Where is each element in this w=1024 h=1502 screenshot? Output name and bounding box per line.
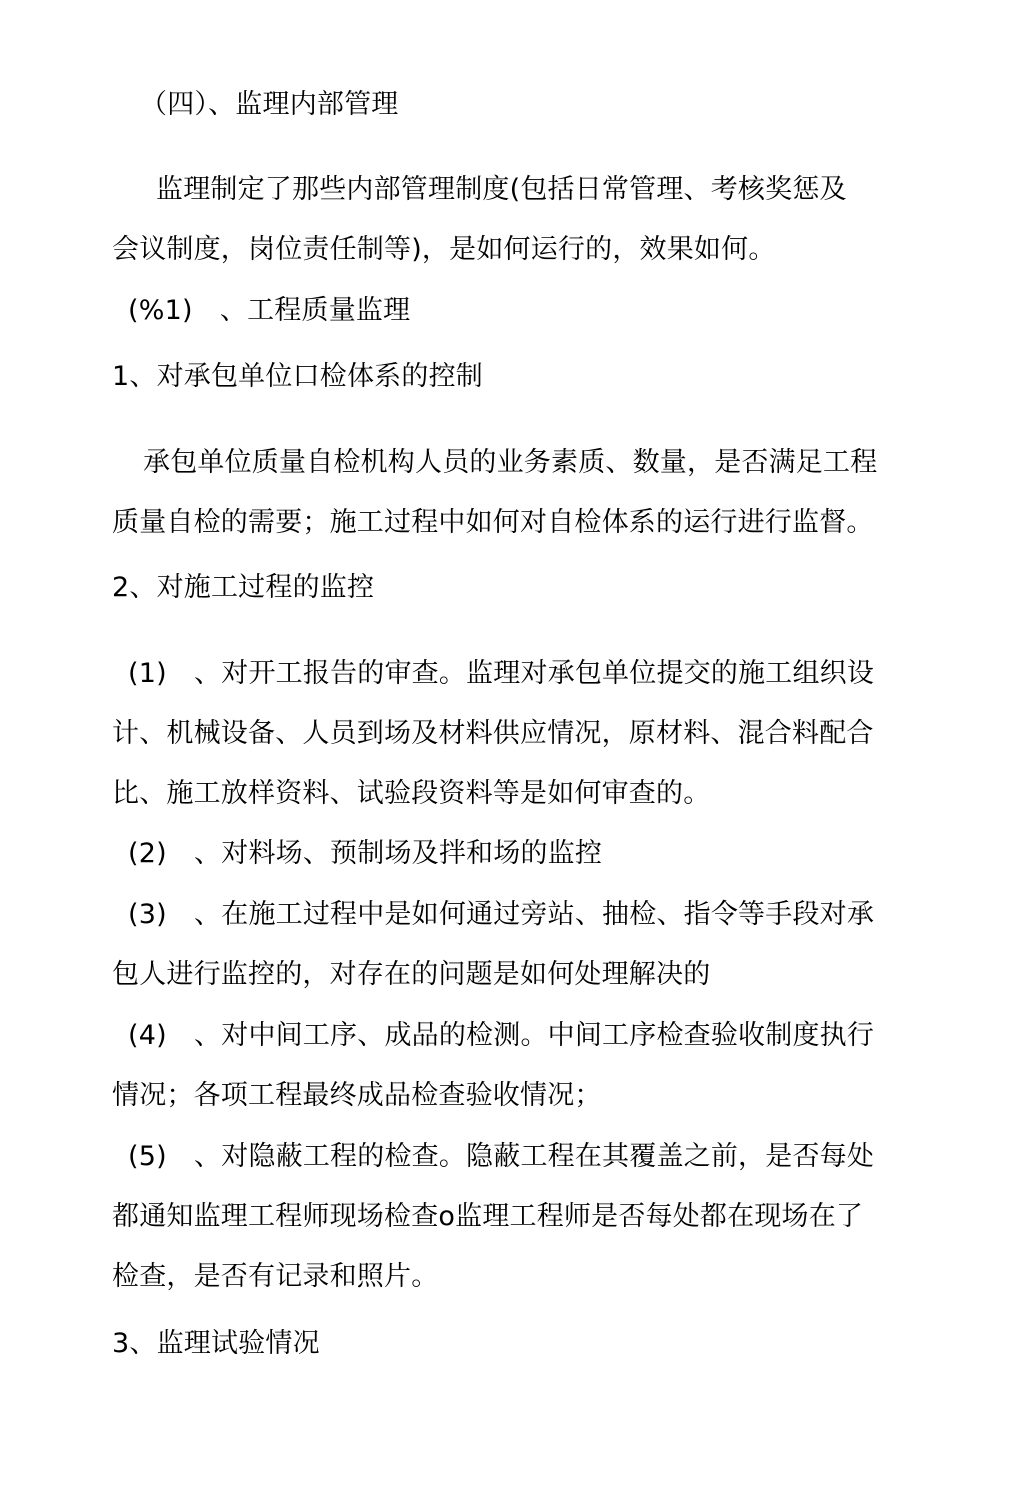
list-item-line: 包人进行监控的，对存在的问题是如何处理解决的 <box>112 959 711 990</box>
list-item-line: 情况；各项工程最终成品检查验收情况； <box>112 1080 602 1111</box>
subsection-heading-3: 3、监理试验情况 <box>112 1328 320 1359</box>
list-item-line: (4) 、对中间工序、成品的检测。中间工序检查验收制度执行 <box>128 1020 875 1051</box>
list-item-line: (1) 、对开工报告的审查。监理对承包单位提交的施工组织设 <box>128 658 875 689</box>
list-item-line: (5) 、对隐蔽工程的检查。隐蔽工程在其覆盖之前，是否每处 <box>128 1141 875 1172</box>
list-item-line: 都通知监理工程师现场检查o监理工程师是否每处都在现场在了 <box>112 1201 864 1232</box>
paragraph-line: 承包单位质量自检机构人员的业务素质、数量，是否满足工程 <box>143 447 878 478</box>
section-heading-quality-supervision: (%1) 、工程质量监理 <box>128 295 411 326</box>
list-item-line: (3) 、在施工过程中是如何通过旁站、抽检、指令等手段对承 <box>128 899 875 930</box>
list-item-line: 比、施工放样资料、试验段资料等是如何审查的。 <box>112 778 711 809</box>
list-item-line: (2) 、对料场、预制场及拌和场的监控 <box>128 838 603 869</box>
paragraph-line: 质量自检的需要；施工过程中如何对自检体系的运行进行监督。 <box>112 507 874 538</box>
list-item-line: 计、机械设备、人员到场及材料供应情况，原材料、混合料配合 <box>112 718 874 749</box>
paragraph-line: 会议制度，岗位责任制等)，是如何运行的，效果如何。 <box>112 234 776 265</box>
paragraph-line: 监理制定了那些内部管理制度(包括日常管理、考核奖惩及 <box>156 174 847 205</box>
list-item-line: 检查，是否有记录和照片。 <box>112 1261 439 1292</box>
subsection-heading-1: 1、对承包单位口检体系的控制 <box>112 361 483 392</box>
section-heading-internal-management: （四）、监理内部管理 <box>140 89 399 120</box>
subsection-heading-2: 2、对施工过程的监控 <box>112 572 375 603</box>
